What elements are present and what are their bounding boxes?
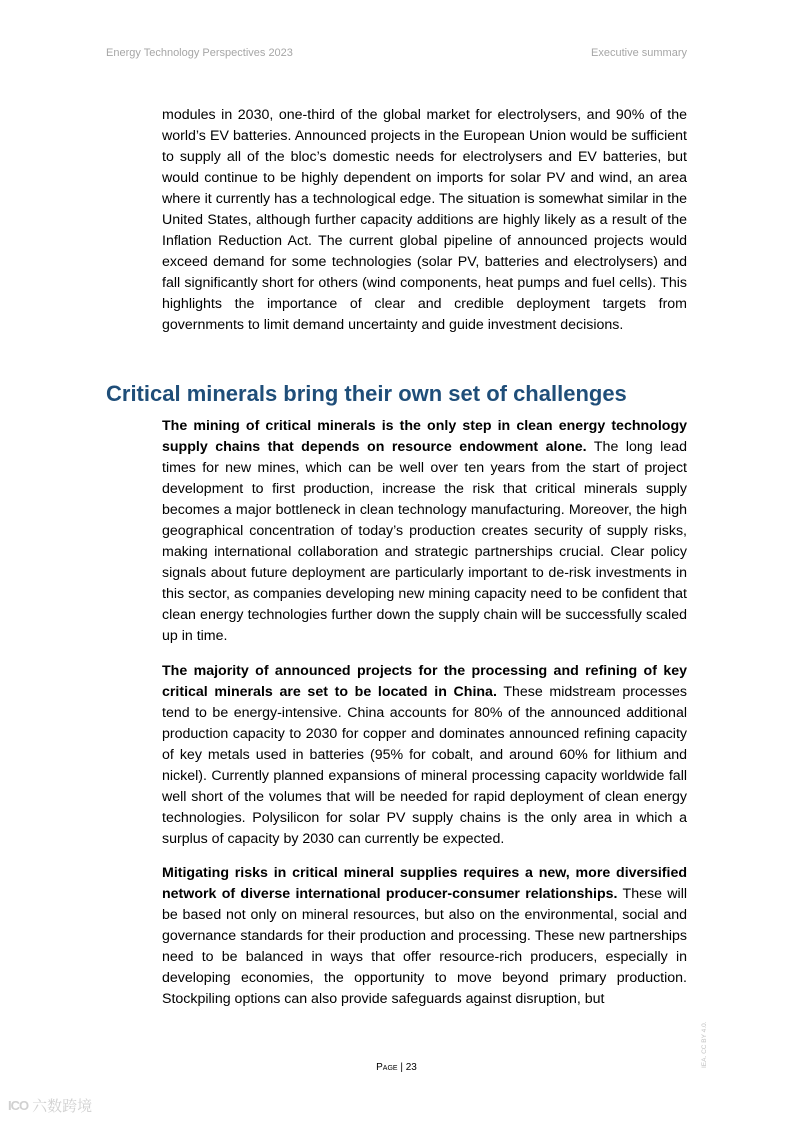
body-paragraph — [162, 661, 687, 850]
page-number: 23 — [405, 1062, 417, 1073]
paragraph-text: These midstream processes tend to be energy-intensive. China accounts for 80% of the announced additional production capacity to 2030 for copper and dominates announced refining capacity of key metals used in batteries (95% for cobalt, and around 60% for lithium and nickel). Currently planned expansions of mineral processing capacity worldwide fall well short of the volumes that will be needed for rapid deployment of clean energy technologies. Polysilicon for solar PV supply chains is the only area in which a surplus of capacity by 2030 can currently be expected. — [162, 684, 687, 847]
watermark — [8, 1095, 92, 1116]
running-header-section: Executive summary — [591, 47, 687, 59]
paragraph-lead: Mitigating risks in critical mineral supplies requires a new, more diversified network of diverse international producer-consumer relationships. — [162, 865, 687, 902]
watermark-text: 六数跨境 — [32, 1098, 93, 1115]
body-paragraph — [162, 105, 687, 336]
page-separator: | — [400, 1062, 403, 1073]
watermark-logo-icon: ICO — [8, 1098, 29, 1113]
page-label: Page — [376, 1062, 398, 1073]
paragraph-text: These will be based not only on mineral resources, but also on the environmental, social and governance standards for their production and processing. These new partnerships need to be balanced in ways that offer resource-rich producers, especially in developing economies, the opportunity to move beyond primary production. Stockpiling options can also provide safeguards against disruption, but — [162, 886, 688, 1007]
license-notice: IEA. CC BY 4.0. — [701, 1021, 708, 1068]
paragraph-lead: The majority of announced projects for the processing and refining of key critical minerals are set to be located in China. — [162, 663, 687, 700]
body-paragraph — [162, 863, 687, 1010]
paragraph-text: modules in 2030, one-third of the global market for electrolysers, and 90% of the world’s EV batteries. Announced projects in the European Union would be sufficient to supply all of the bloc’s domestic needs for electrolysers and EV batteries, but would continue to be highly dependent on imports for solar PV and wind, an area where it currently has a technological edge. The situation is somewhat similar in the United States, although further capacity additions are highly likely as a result of the Inflation Reduction Act. The current global pipeline of announced projects would exceed demand for some technologies (solar PV, batteries and electrolysers) and fall significantly short for others (wind components, heat pumps and fuel cells). This highlights the importance of clear and credible deployment targets from governments to limit demand uncertainty and guide investment decisions. — [162, 107, 687, 333]
page-footer — [0, 1062, 793, 1073]
running-header-title: Energy Technology Perspectives 2023 — [106, 47, 293, 59]
paragraph-text: The long lead times for new mines, which can be well over ten years from the start of project development to first production, increase the risk that critical minerals supply becomes a major bottleneck in clean technology manufacturing. Moreover, the high geographical concentration of today’s production creates security of supply risks, making international collaboration and strategic partnerships crucial. Clear policy signals about future deployment are particularly important to de-risk investments in this sector, as companies developing new mining capacity need to be confident that clean energy technologies further down the supply chain will be successfully scaled up in time. — [162, 439, 687, 644]
paragraph-lead: The mining of critical minerals is the only step in clean energy technology supply chains that depends on resource endowment alone. — [162, 418, 687, 455]
body-paragraph — [162, 416, 687, 647]
section-heading: Critical minerals bring their own set of challenges — [106, 381, 627, 406]
